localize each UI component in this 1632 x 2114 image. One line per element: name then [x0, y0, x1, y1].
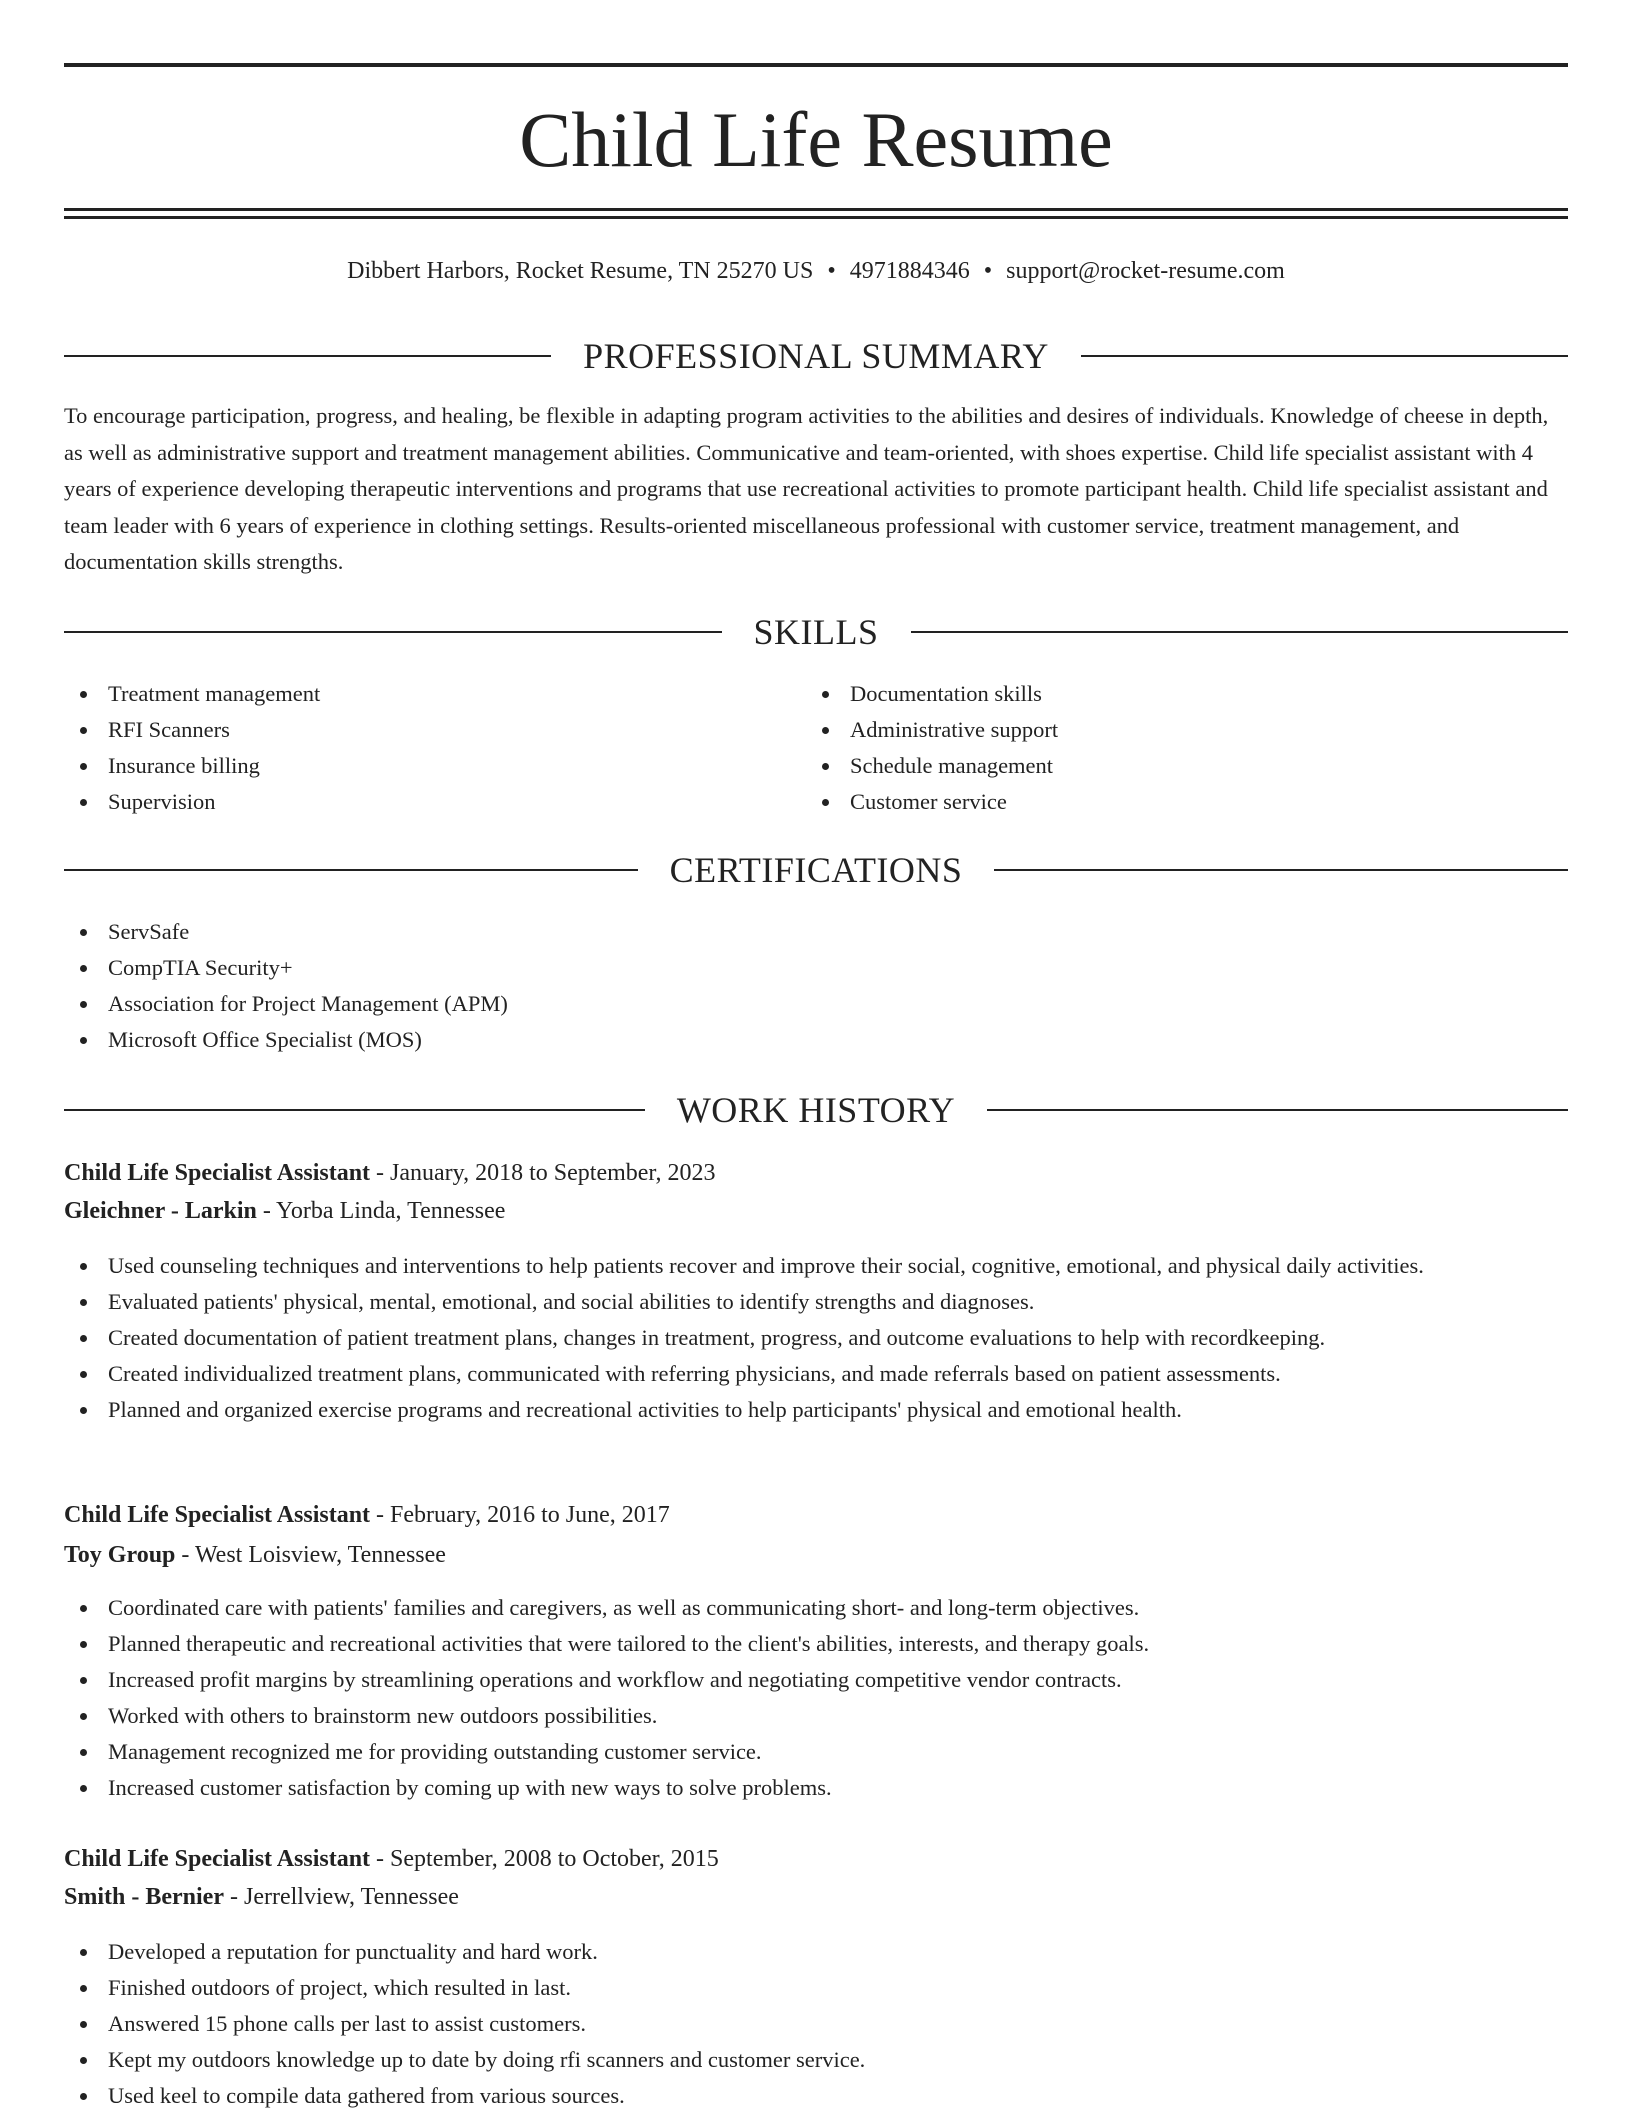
heading-rule-left	[64, 1109, 645, 1111]
job-dates: - February, 2016 to June, 2017	[370, 1502, 670, 1528]
job-title: Child Life Specialist Assistant	[64, 1160, 371, 1186]
job-bullet: Used counseling techniques and interventions to help patients recover and improve their social, cognitive, emotional, and physical daily activities.	[64, 1248, 1568, 1284]
certifications-heading	[64, 848, 1568, 892]
summary-text: To encourage participation, progress, and healing, be flexible in adapting program activities to the abilities and desires of individuals. Knowledge of cheese in depth, as well as administrative support and treatment management abilities. Communicative and team-oriented, with shoes expertise. Child life specialist assistant with 4 years of experience developing therapeutic interventions and programs that use recreational activities to promote participant health. Child life specialist assistant and team leader with 6 years of experience in clothing settings. Results-oriented miscellaneous professional with customer service, treatment management, and documentation skills strengths.	[64, 403, 1549, 575]
job-location: - West Loisview, Tennessee	[175, 1542, 446, 1568]
job-title: Child Life Specialist Assistant	[64, 1502, 371, 1528]
job-company-line	[64, 1193, 1568, 1229]
contact-separator: •	[983, 258, 993, 284]
job-bullet: Answered 15 phone calls per last to assist customers.	[64, 2006, 1568, 2042]
job-bullets	[64, 1934, 1568, 2114]
job-location: - Jerrellview, Tennessee	[223, 1884, 459, 1910]
heading-rule-right	[911, 631, 1569, 633]
heading-rule-left	[64, 355, 551, 357]
job-bullets	[64, 1590, 1568, 1806]
job-title: Child Life Specialist Assistant	[64, 1846, 371, 1872]
skill-item: Customer service	[806, 784, 1506, 820]
job-bullet: Increased customer satisfaction by coming up with new ways to solve problems.	[64, 1770, 1568, 1806]
contact-line	[64, 254, 1568, 288]
job-company: Smith - Bernier	[64, 1884, 224, 1910]
job-bullet: Created documentation of patient treatment plans, changes in treatment, progress, and outcome evaluations to help with recordkeeping.	[64, 1320, 1568, 1356]
skills-heading	[64, 610, 1568, 654]
job-company-line	[64, 1879, 1568, 1915]
certification-item: Microsoft Office Specialist (MOS)	[64, 1022, 1568, 1058]
contact-phone: 4971884346	[849, 258, 970, 284]
heading-rule-right	[987, 1109, 1568, 1111]
heading-rule-left	[64, 631, 722, 633]
contact-email: support@rocket-resume.com	[1006, 258, 1285, 284]
contact-separator: •	[827, 258, 836, 284]
job-bullet: Developed a reputation for punctuality and hard work.	[64, 1934, 1568, 1970]
skills-heading-label: SKILLS	[753, 612, 879, 652]
top-rule	[64, 63, 1568, 67]
skill-item: Treatment management	[64, 676, 764, 712]
job-bullet: Planned and organized exercise programs and recreational activities to help participants' physical and emotional health.	[64, 1392, 1568, 1428]
heading-rule-right	[994, 869, 1568, 871]
certification-item: ServSafe	[64, 914, 1568, 950]
job-bullet: Management recognized me for providing outstanding customer service.	[64, 1734, 1568, 1770]
job-dates: - January, 2018 to September, 2023	[370, 1160, 716, 1186]
job-company: Gleichner - Larkin	[64, 1198, 257, 1224]
job-location: - Yorba Linda, Tennessee	[256, 1198, 506, 1224]
skill-item: Insurance billing	[64, 748, 764, 784]
certification-item: CompTIA Security+	[64, 950, 1568, 986]
job-bullet: Finished outdoors of project, which resulted in last.	[64, 1970, 1568, 2006]
job-bullet: Created individualized treatment plans, communicated with referring physicians, and made referrals based on patient assessments.	[64, 1356, 1568, 1392]
job-bullets	[64, 1248, 1568, 1428]
work-history-heading-label: WORK HISTORY	[676, 1090, 956, 1130]
summary-heading	[64, 334, 1568, 378]
job-bullet: Evaluated patients' physical, mental, emotional, and social abilities to identify strengths and diagnoses.	[64, 1284, 1568, 1320]
work-history-heading	[64, 1088, 1568, 1132]
resume-title: Child Life Resume	[519, 96, 1113, 183]
job-title-line	[64, 1841, 1568, 1877]
job-bullet: Worked with others to brainstorm new outdoors possibilities.	[64, 1698, 1568, 1734]
job-bullet: Coordinated care with patients' families and caregivers, as well as communicating short- and long-term objectives.	[64, 1590, 1568, 1626]
certifications-heading-label: CERTIFICATIONS	[669, 850, 963, 890]
skill-item: Supervision	[64, 784, 764, 820]
heading-rule-right	[1081, 355, 1568, 357]
job-bullet: Planned therapeutic and recreational activities that were tailored to the client's abilities, interests, and therapy goals.	[64, 1626, 1568, 1662]
job-company-line	[64, 1537, 1568, 1573]
title-rule-lower	[64, 216, 1568, 219]
job-dates: - September, 2008 to October, 2015	[370, 1846, 719, 1872]
contact-address: Dibbert Harbors, Rocket Resume, TN 25270 US	[347, 258, 814, 284]
skill-item: Administrative support	[806, 712, 1506, 748]
skills-list-left	[64, 676, 764, 820]
job-bullet: Used keel to compile data gathered from various sources.	[64, 2078, 1568, 2114]
skill-item: Schedule management	[806, 748, 1506, 784]
skill-item: RFI Scanners	[64, 712, 764, 748]
skill-item: Documentation skills	[806, 676, 1506, 712]
job-title-line	[64, 1497, 1568, 1533]
heading-rule-left	[64, 869, 638, 871]
summary-heading-label: PROFESSIONAL SUMMARY	[583, 336, 1049, 376]
job-company: Toy Group	[64, 1542, 176, 1568]
title-rule-upper	[64, 208, 1568, 211]
skills-list-right	[806, 676, 1506, 820]
job-bullet: Kept my outdoors knowledge up to date by doing rfi scanners and customer service.	[64, 2042, 1568, 2078]
certification-item: Association for Project Management (APM)	[64, 986, 1568, 1022]
job-bullet: Increased profit margins by streamlining operations and workflow and negotiating competitive vendor contracts.	[64, 1662, 1568, 1698]
certifications-list	[64, 914, 1568, 1058]
job-title-line	[64, 1155, 1568, 1191]
